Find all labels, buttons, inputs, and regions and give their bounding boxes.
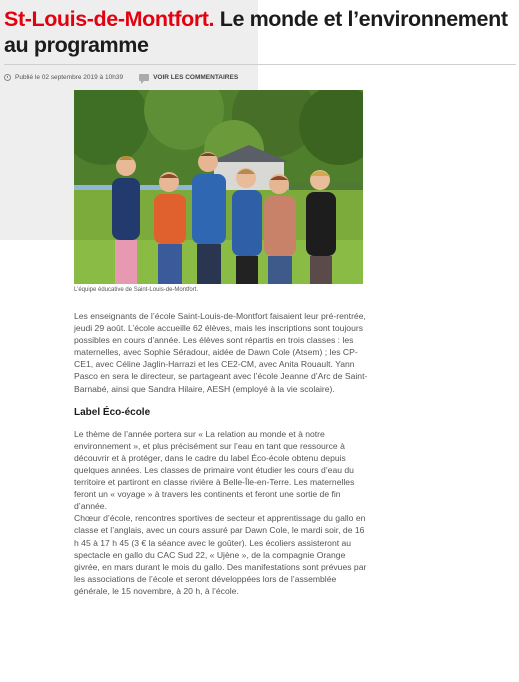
article-meta — [4, 70, 516, 84]
article-body — [74, 310, 370, 597]
photo-caption: L’équipe éducative de Saint-Louis-de-Montfort. — [74, 287, 199, 293]
article-subheading: Label Éco-école — [74, 406, 151, 418]
headline-place: St-Louis-de-Montfort. — [4, 7, 215, 31]
headline-title: Le monde et l’environnement au programme — [4, 7, 508, 57]
article-paragraph-intro: Les enseignants de l’école Saint-Louis-de-Montfort faisaient leur pré-rentrée, jeudi 29 août. L’école accueille 62 élèves, mais les inscriptions sont toujours possibles en cours d’année. Les élèves sont répartis en trois classes : les maternelles, avec Sophie Séradour, aidée de Dawn Cole (Atsem) ; les CP-CE1, avec Céline Jaglin-Harrazi et les CE2-CM, avec Anita Rouault. Yann Pasco en sera le directeur, se partageant avec l’école Jeanne d’Arc de Saint-Barnabé, ainsi que Sandra Hilaire, AESH (employé à la vie scolaire). — [74, 311, 368, 394]
clock-icon — [4, 74, 11, 81]
comments-link[interactable]: VOIR LES COMMENTAIRES — [153, 73, 239, 81]
team-photo — [74, 90, 363, 284]
meta-divider — [4, 64, 516, 65]
article-paragraph-3: Chœur d’école, rencontres sportives de secteur et apprentissage du gallo en classe et l’anglais, avec un cours assuré par Dawn Cole, le mardi soir, de 16 h 45 à 17 h 45 (3 € la séance avec le goûter). Les écoliers assisteront au spectacle en gallo du CAC Sud 22, « Ujène », de la compagnie Orange givrée, en mars durant le mois du gallo. Des manifestations sont prévues par les associations de l’école et seront développées lors de l’assemblée générale, le 15 novembre, à 20 h, à l’école. — [74, 513, 367, 596]
article-headline — [4, 6, 516, 58]
article-paragraph-2: Le thème de l’année portera sur « La relation au monde et à notre environnement », et plus précisément sur l’eau en tant que ressource à découvrir et à protéger, dans le cadre du label Éco-école obtenu depuis quelques années. Les classes de primaire vont étudier les cours d’eau du territoire et partiront en classe rivière à Belle-Île-en-Terre. Les maternelles feront un « voyage » à travers les continents et feront une sortie de fin d’année. — [74, 428, 355, 512]
comment-icon[interactable] — [139, 74, 149, 81]
publish-date: Publié le 02 septembre 2019 à 10h39 — [15, 73, 124, 81]
